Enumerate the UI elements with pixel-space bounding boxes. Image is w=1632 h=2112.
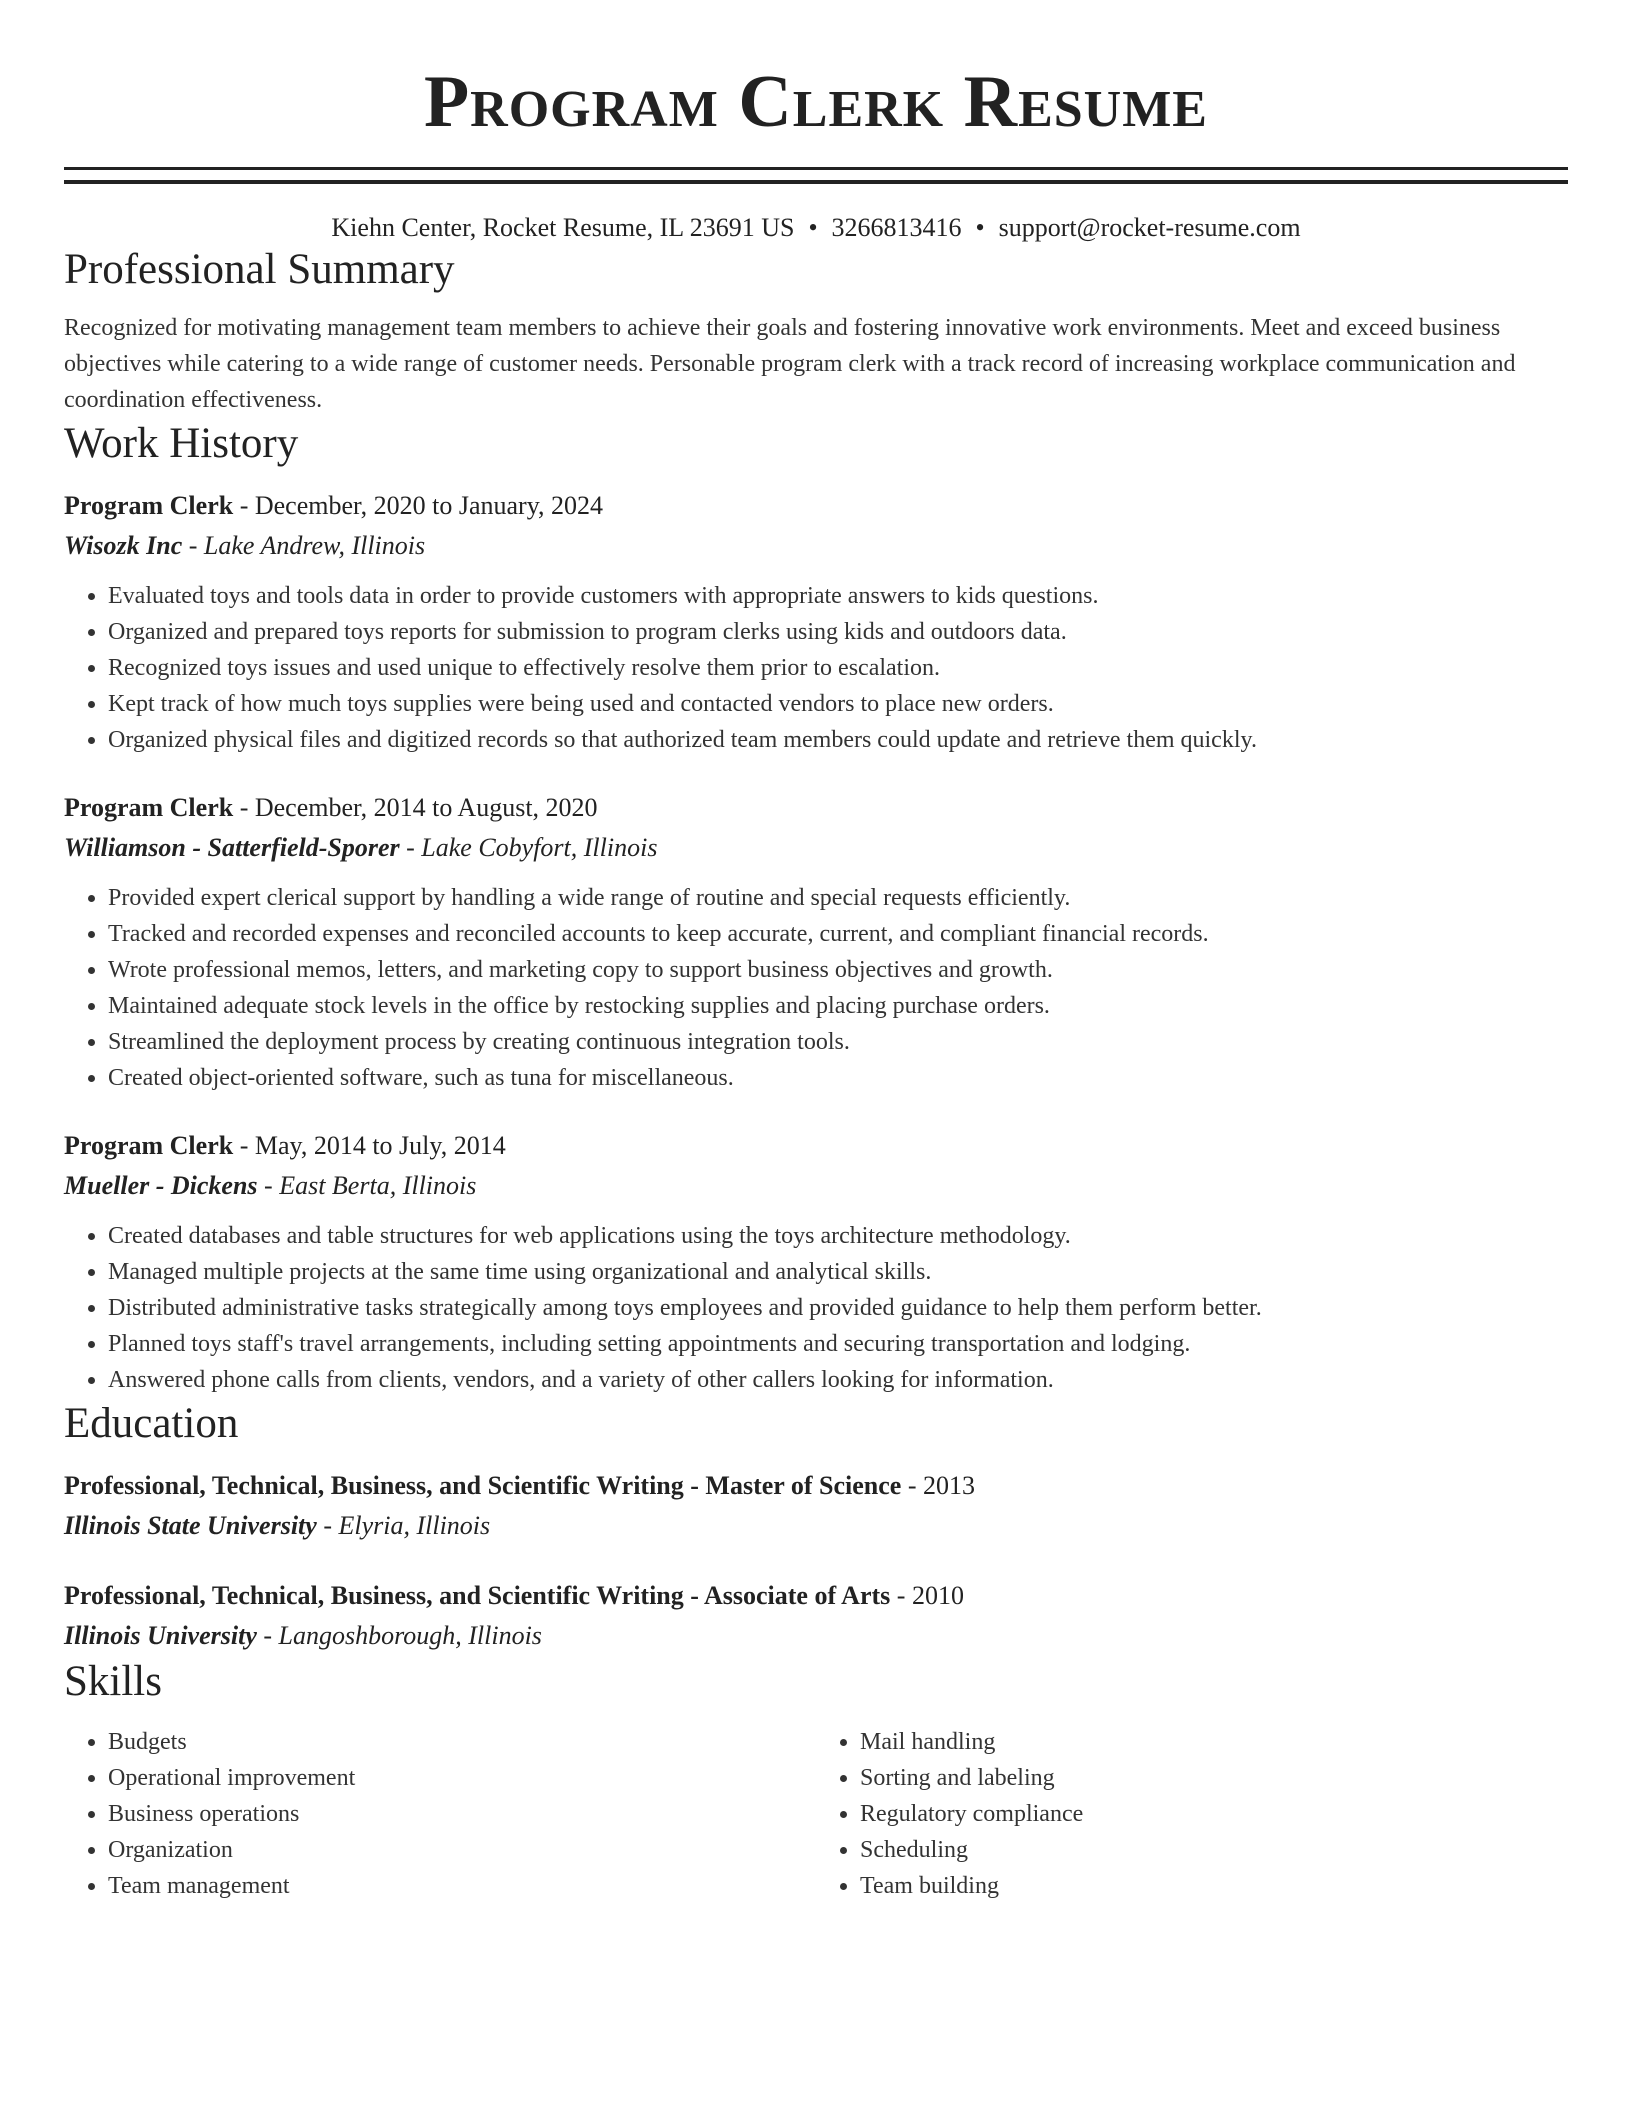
job-employer [64, 1166, 1568, 1206]
job-duty: • Wrote professional memos, letters, and marketing copy to support business objectives and growth. [108, 952, 1568, 988]
job-title: Program Clerk [64, 793, 234, 822]
contact-phone: 3266813416 [831, 213, 962, 242]
job-dates: - May, 2014 to July, 2014 [233, 1131, 506, 1160]
skill-item: • Mail handling [860, 1724, 1568, 1760]
job-location: - East Berta, Illinois [257, 1171, 477, 1200]
job-duty: • Answered phone calls from clients, vendors, and a variety of other callers looking for information. [108, 1362, 1568, 1398]
skill-item: • Budgets [108, 1724, 816, 1760]
contact-line [64, 212, 1568, 244]
education-institution [64, 1506, 1568, 1546]
education-degree: Professional, Technical, Business, and Scientific Writing - Master of Science [64, 1471, 902, 1500]
skill-item: • Operational improvement [108, 1760, 816, 1796]
job-duty: • Maintained adequate stock levels in the office by restocking supplies and placing purchase orders. [108, 988, 1568, 1024]
job-duty: • Provided expert clerical support by handling a wide range of routine and special requests efficiently. [108, 880, 1568, 916]
job-title: Program Clerk [64, 491, 234, 520]
job-entry [64, 486, 1568, 758]
section-heading-work-history: Work History [64, 420, 299, 467]
job-company: Wisozk Inc [64, 531, 183, 560]
section-heading-summary: Professional Summary [64, 246, 455, 293]
education-header [64, 1576, 1568, 1616]
skill-item: • Regulatory compliance [860, 1796, 1568, 1832]
job-duty: • Planned toys staff's travel arrangements, including setting appointments and securing transportation and lodging. [108, 1326, 1568, 1362]
skills-column-left [64, 1724, 816, 1904]
education-degree: Professional, Technical, Business, and Scientific Writing - Associate of Arts [64, 1581, 891, 1610]
job-duties-list [64, 578, 1568, 758]
job-duties-list [64, 1218, 1568, 1398]
contact-separator: • [808, 213, 818, 242]
skill-item: • Team management [108, 1868, 816, 1904]
education-institution [64, 1616, 1568, 1656]
contact-email[interactable]: support@rocket-resume.com [998, 213, 1301, 242]
job-dates: - December, 2014 to August, 2020 [233, 793, 598, 822]
page-title: Program Clerk Resume [423, 61, 1208, 143]
job-header [64, 486, 1568, 526]
job-employer [64, 828, 1568, 868]
job-company: Mueller - Dickens [64, 1171, 258, 1200]
education-school: Illinois State University [64, 1511, 317, 1540]
job-duty: • Distributed administrative tasks strategically among toys employees and provided guidance to help them perform better. [108, 1290, 1568, 1326]
skill-item: • Scheduling [860, 1832, 1568, 1868]
contact-address: Kiehn Center, Rocket Resume, IL 23691 US [331, 213, 795, 242]
skill-item: • Sorting and labeling [860, 1760, 1568, 1796]
job-duty: • Evaluated toys and tools data in order to provide customers with appropriate answers to kids questions. [108, 578, 1568, 614]
job-dates: - December, 2020 to January, 2024 [233, 491, 604, 520]
job-entry [64, 1126, 1568, 1398]
education-entry [64, 1576, 1568, 1656]
skills-column-right [816, 1724, 1568, 1904]
education-year: - 2013 [901, 1471, 975, 1500]
section-heading-skills: Skills [64, 1658, 162, 1705]
education-year: - 2010 [890, 1581, 964, 1610]
skill-item: • Team building [860, 1868, 1568, 1904]
job-duty: • Organized physical files and digitized records so that authorized team members could update and retrieve them quickly. [108, 722, 1568, 758]
summary-text: Recognized for motivating management team members to achieve their goals and fostering innovative work environments. Meet and exceed business objectives while catering to a wide range of customer needs. Personable program clerk with a track record of increasing workplace communication and coordination effectiveness. [64, 315, 1516, 413]
job-duty: • Organized and prepared toys reports for submission to program clerks using kids and outdoors data. [108, 614, 1568, 650]
job-company: Williamson - Satterfield-Sporer [64, 833, 400, 862]
section-heading-education: Education [64, 1400, 239, 1447]
job-header [64, 1126, 1568, 1166]
job-duty: • Tracked and recorded expenses and reconciled accounts to keep accurate, current, and compliant financial records. [108, 916, 1568, 952]
job-duty: • Streamlined the deployment process by creating continuous integration tools. [108, 1024, 1568, 1060]
job-duty: • Created databases and table structures for web applications using the toys architecture methodology. [108, 1218, 1568, 1254]
job-location: - Lake Cobyfort, Illinois [399, 833, 658, 862]
job-entry [64, 788, 1568, 1096]
job-duty: • Recognized toys issues and used unique to effectively resolve them prior to escalation. [108, 650, 1568, 686]
job-employer [64, 526, 1568, 566]
job-location: - Lake Andrew, Illinois [182, 531, 426, 560]
job-duty: • Managed multiple projects at the same time using organizational and analytical skills. [108, 1254, 1568, 1290]
education-entry [64, 1466, 1568, 1546]
education-location: - Elyria, Illinois [316, 1511, 491, 1540]
job-title: Program Clerk [64, 1131, 234, 1160]
job-duties-list [64, 880, 1568, 1096]
skill-item: • Organization [108, 1832, 816, 1868]
skill-item: • Business operations [108, 1796, 816, 1832]
job-duty: • Created object-oriented software, such as tuna for miscellaneous. [108, 1060, 1568, 1096]
job-header [64, 788, 1568, 828]
education-header [64, 1466, 1568, 1506]
education-school: Illinois University [64, 1621, 257, 1650]
contact-separator: • [975, 213, 985, 242]
job-duty: • Kept track of how much toys supplies were being used and contacted vendors to place new orders. [108, 686, 1568, 722]
education-location: - Langoshborough, Illinois [256, 1621, 542, 1650]
skills-grid [64, 1724, 1568, 1904]
title-divider [64, 167, 1568, 184]
